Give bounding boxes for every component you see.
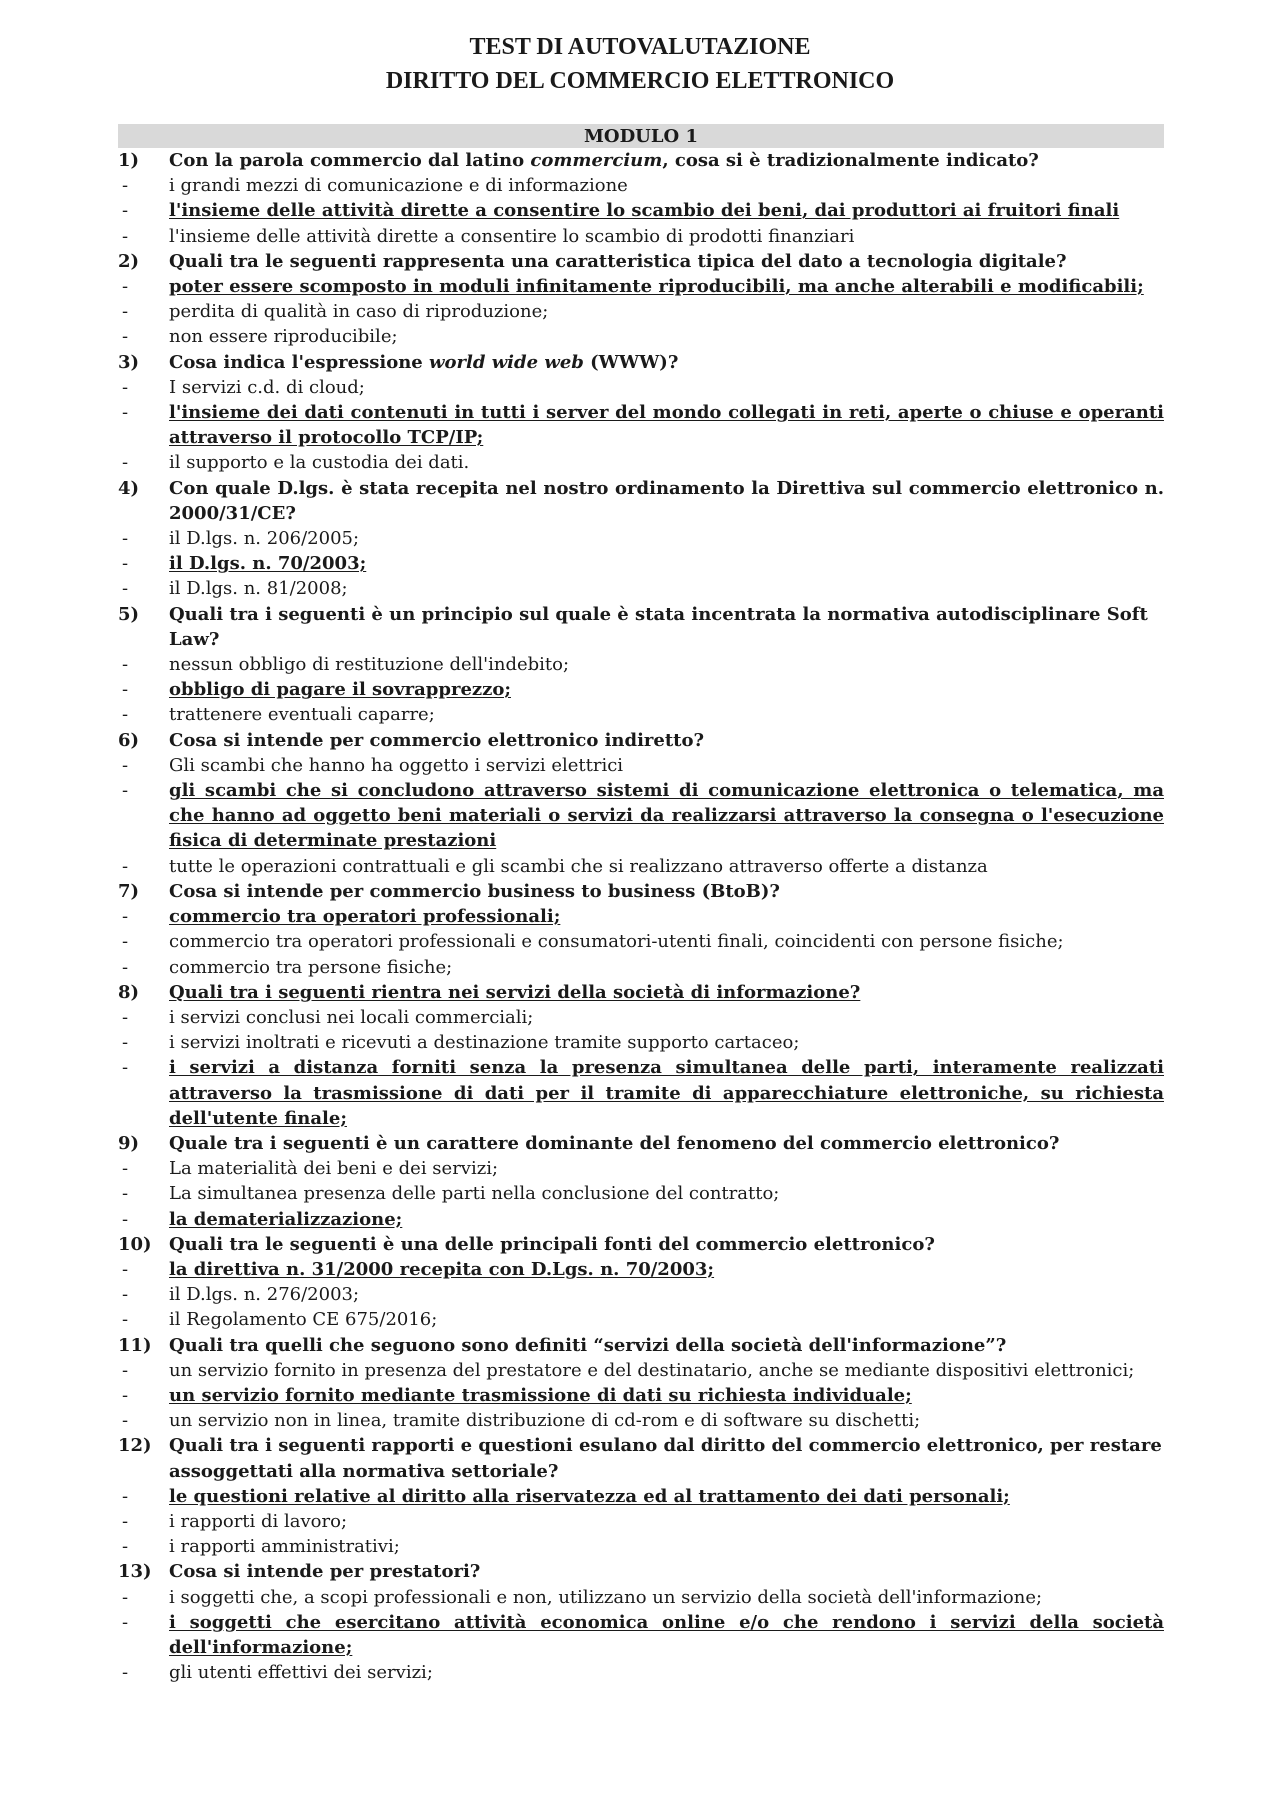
answer-option: - La materialità dei beni e dei servizi;	[118, 1156, 1164, 1181]
option-text: la direttiva n. 31/2000 recepita con D.Lgs. n. 70/2003;	[169, 1258, 715, 1280]
answer-option: - il Regolamento CE 675/2016;	[118, 1307, 1164, 1332]
option-text: i servizi a distanza forniti senza la presenza simultanea delle parti, interamente realizzati attraverso la trasmissione di dati per il tramite di apparecchiature elettroniche, su richiesta dell'utente finale;	[169, 1057, 1164, 1129]
question-3	[118, 350, 1164, 375]
question-text: Quali tra i seguenti rientra nei servizi della società di informazione?	[169, 981, 861, 1003]
answer-option: - i servizi inoltrati e ricevuti a destinazione tramite supporto cartaceo;	[118, 1030, 1164, 1055]
answer-option: - un servizio non in linea, tramite distribuzione di cd-rom e di software su dischetti;	[118, 1408, 1164, 1433]
answer-option-correct: - gli scambi che si concludono attraverso sistemi di comunicazione elettronica o telematica, ma che hanno ad oggetto beni materiali o servizi da realizzarsi attraverso la consegna o l'esecuzione fisica di determinate prestazioni	[118, 778, 1164, 854]
option-text: il D.lgs. n. 81/2008;	[169, 578, 348, 600]
question-text: Quali tra i seguenti rapporti e questioni esulano dal diritto del commercio elettronico, per restare assoggettati alla normativa settoriale?	[169, 1435, 1162, 1482]
option-text: trattenere eventuali caparre;	[169, 704, 435, 726]
question-number: 11)	[118, 1334, 152, 1356]
option-text: i soggetti che esercitano attività economica online e/o che rendono i servizi della società dell'informazione;	[169, 1611, 1164, 1658]
option-text: i rapporti di lavoro;	[169, 1510, 348, 1532]
option-text: commercio tra persone fisiche;	[169, 956, 453, 978]
answer-option: - il D.lgs. n. 206/2005;	[118, 526, 1164, 551]
option-text: l'insieme dei dati contenuti in tutti i server del mondo collegati in reti, aperte o chiuse e operanti attraverso il protocollo TCP/IP;	[169, 402, 1164, 449]
option-text: il supporto e la custodia dei dati.	[169, 452, 470, 474]
question-number: 4)	[118, 477, 140, 499]
question-text: Quale tra i seguenti è un carattere dominante del fenomeno del commercio elettronico?	[169, 1132, 1060, 1154]
answer-option: - commercio tra persone fisiche;	[118, 955, 1164, 980]
answer-option: - nessun obbligo di restituzione dell'indebito;	[118, 652, 1164, 677]
option-text: i grandi mezzi di comunicazione e di informazione	[169, 175, 628, 197]
question-number: 2)	[118, 250, 140, 272]
answer-option: - un servizio fornito in presenza del prestatore e del destinatario, anche se mediante dispositivi elettronici;	[118, 1358, 1164, 1383]
document-subtitle: DIRITTO DEL COMMERCIO ELETTRONICO	[385, 68, 895, 94]
answer-option-correct: - l'insieme delle attività dirette a consentire lo scambio dei beni, dai produttori ai fruitori finali	[118, 198, 1164, 223]
option-text: commercio tra operatori professionali e consumatori-utenti finali, coincidenti con persone fisiche;	[169, 931, 1064, 953]
option-text: un servizio non in linea, tramite distribuzione di cd-rom e di software su dischetti;	[169, 1410, 921, 1432]
answer-option-correct: - l'insieme dei dati contenuti in tutti i server del mondo collegati in reti, aperte o chiuse e operanti attraverso il protocollo TCP/IP;	[118, 400, 1164, 450]
option-text: nessun obbligo di restituzione dell'indebito;	[169, 654, 570, 676]
question-12	[118, 1433, 1164, 1483]
option-text: i rapporti amministrativi;	[169, 1536, 400, 1558]
document-title: TEST DI AUTOVALUTAZIONE	[469, 34, 811, 60]
answer-option: - l'insieme delle attività dirette a consentire lo scambio di prodotti finanziari	[118, 224, 1164, 249]
option-text: il Regolamento CE 675/2016;	[169, 1309, 438, 1331]
answer-option-correct: - il D.lgs. n. 70/2003;	[118, 551, 1164, 576]
module-heading: MODULO 1	[118, 124, 1164, 148]
option-text: perdita di qualità in caso di riproduzione;	[169, 301, 549, 323]
question-6	[118, 728, 1164, 753]
option-text: i servizi inoltrati e ricevuti a destinazione tramite supporto cartaceo;	[169, 1032, 800, 1054]
option-text: I servizi c.d. di cloud;	[169, 376, 365, 398]
answer-option-correct: - obbligo di pagare il sovrapprezzo;	[118, 677, 1164, 702]
answer-option: - gli utenti effettivi dei servizi;	[118, 1660, 1164, 1685]
question-text: Quali tra i seguenti è un principio sul quale è stata incentrata la normativa autodisciplinare Soft Law?	[169, 603, 1148, 650]
question-8	[118, 980, 1164, 1005]
question-number: 3)	[118, 351, 140, 373]
question-number: 5)	[118, 603, 140, 625]
option-text: La materialità dei beni e dei servizi;	[169, 1158, 499, 1180]
answer-option: - il supporto e la custodia dei dati.	[118, 450, 1164, 475]
option-text: i soggetti che, a scopi professionali e non, utilizzano un servizio della società dell'informazione;	[169, 1586, 1043, 1608]
question-text: Cosa si intende per commercio business to business (BtoB)?	[169, 880, 780, 902]
option-text: la dematerializzazione;	[169, 1208, 403, 1230]
answer-option: - trattenere eventuali caparre;	[118, 702, 1164, 727]
option-text: tutte le operazioni contrattuali e gli scambi che si realizzano attraverso offerte a distanza	[169, 855, 988, 877]
answer-option: - il D.lgs. n. 276/2003;	[118, 1282, 1164, 1307]
option-text: gli scambi che si concludono attraverso sistemi di comunicazione elettronica o telematica, ma che hanno ad oggetto beni materiali o servizi da realizzarsi attraverso la consegna o l'esecuzione fisica di determinate prestazioni	[169, 780, 1164, 852]
option-text: l'insieme delle attività dirette a consentire lo scambio dei beni, dai produttori ai fruitori finali	[169, 200, 1120, 222]
question-text: Cosa si intende per prestatori?	[169, 1561, 481, 1583]
question-text: Quali tra le seguenti è una delle principali fonti del commercio elettronico?	[169, 1233, 935, 1255]
answer-option: - Gli scambi che hanno ha oggetto i servizi elettrici	[118, 753, 1164, 778]
question-5	[118, 602, 1164, 652]
answer-option: - i rapporti amministrativi;	[118, 1534, 1164, 1559]
document-header	[0, 30, 1280, 98]
answer-option-correct: - i servizi a distanza forniti senza la presenza simultanea delle parti, interamente realizzati attraverso la trasmissione di dati per il tramite di apparecchiature elettroniche, su richiesta dell'utente finale;	[118, 1055, 1164, 1131]
answer-option: - i soggetti che, a scopi professionali e non, utilizzano un servizio della società dell'informazione;	[118, 1585, 1164, 1610]
question-number: 1)	[118, 150, 140, 171]
answer-option: - tutte le operazioni contrattuali e gli scambi che si realizzano attraverso offerte a distanza	[118, 854, 1164, 879]
www-term: world wide web	[429, 351, 584, 373]
answer-option: - non essere riproducibile;	[118, 324, 1164, 349]
answer-option-correct: - poter essere scomposto in moduli infinitamente riproducibili, ma anche alterabili e modificabili;	[118, 274, 1164, 299]
answer-option-correct: - la direttiva n. 31/2000 recepita con D.Lgs. n. 70/2003;	[118, 1257, 1164, 1282]
option-text: i servizi conclusi nei locali commerciali;	[169, 1006, 534, 1028]
question-number: 6)	[118, 729, 140, 751]
answer-option-correct: - le questioni relative al diritto alla riservatezza ed al trattamento dei dati personali;	[118, 1484, 1164, 1509]
latin-term: commercium	[530, 150, 663, 171]
question-2	[118, 249, 1164, 274]
answer-option-correct: - commercio tra operatori professionali;	[118, 904, 1164, 929]
answer-option: - La simultanea presenza delle parti nella conclusione del contratto;	[118, 1181, 1164, 1206]
option-text: gli utenti effettivi dei servizi;	[169, 1662, 433, 1684]
question-text: Cosa si intende per commercio elettronico indiretto?	[169, 729, 705, 751]
answer-option-correct: - la dematerializzazione;	[118, 1207, 1164, 1232]
question-number: 13)	[118, 1561, 152, 1583]
question-number: 9)	[118, 1132, 140, 1154]
question-13	[118, 1559, 1164, 1584]
option-text: il D.lgs. n. 206/2005;	[169, 528, 360, 550]
question-4	[118, 476, 1164, 526]
question-number: 8)	[118, 981, 140, 1003]
question-1	[118, 148, 1164, 173]
answer-option: - commercio tra operatori professionali e consumatori-utenti finali, coincidenti con persone fisiche;	[118, 929, 1164, 954]
option-text: un servizio fornito mediante trasmissione di dati su richiesta individuale;	[169, 1384, 912, 1406]
question-10	[118, 1232, 1164, 1257]
question-text: Quali tra quelli che seguono sono definiti “servizi della società dell'informazione”?	[169, 1334, 1007, 1356]
option-text: un servizio fornito in presenza del prestatore e del destinatario, anche se mediante dispositivi elettronici;	[169, 1359, 1135, 1381]
option-text: obbligo di pagare il sovrapprezzo;	[169, 679, 511, 701]
option-text: commercio tra operatori professionali;	[169, 906, 561, 928]
question-number: 12)	[118, 1435, 152, 1457]
answer-option: - i servizi conclusi nei locali commerciali;	[118, 1005, 1164, 1030]
answer-option: - i grandi mezzi di comunicazione e di informazione	[118, 173, 1164, 198]
question-text: Quali tra le seguenti rappresenta una caratteristica tipica del dato a tecnologia digitale?	[169, 250, 1067, 272]
option-text: La simultanea presenza delle parti nella conclusione del contratto;	[169, 1183, 780, 1205]
option-text: il D.lgs. n. 276/2003;	[169, 1284, 360, 1306]
question-number: 7)	[118, 880, 140, 902]
answer-option: - perdita di qualità in caso di riproduzione;	[118, 299, 1164, 324]
question-text: Cosa indica l'espressione world wide web (WWW)?	[169, 351, 679, 373]
option-text: poter essere scomposto in moduli infinitamente riproducibili, ma anche alterabili e modificabili;	[169, 276, 1144, 298]
question-11	[118, 1333, 1164, 1358]
question-9	[118, 1131, 1164, 1156]
question-7	[118, 879, 1164, 904]
question-text: Con la parola commercio dal latino commercium, cosa si è tradizionalmente indicato?	[169, 150, 1039, 171]
option-text: il D.lgs. n. 70/2003;	[169, 553, 367, 575]
answer-option-correct: - un servizio fornito mediante trasmissione di dati su richiesta individuale;	[118, 1383, 1164, 1408]
question-list	[118, 124, 1164, 1685]
question-number: 10)	[118, 1233, 152, 1255]
answer-option: - il D.lgs. n. 81/2008;	[118, 576, 1164, 601]
answer-option: - I servizi c.d. di cloud;	[118, 375, 1164, 400]
option-text: le questioni relative al diritto alla riservatezza ed al trattamento dei dati personali;	[169, 1485, 1010, 1507]
answer-option: - i rapporti di lavoro;	[118, 1509, 1164, 1534]
answer-option-correct: - i soggetti che esercitano attività economica online e/o che rendono i servizi della società dell'informazione;	[118, 1610, 1164, 1660]
question-text: Con quale D.lgs. è stata recepita nel nostro ordinamento la Direttiva sul commercio elettronico n. 2000/31/CE?	[169, 477, 1164, 524]
option-text: non essere riproducibile;	[169, 326, 398, 348]
option-text: Gli scambi che hanno ha oggetto i servizi elettrici	[169, 754, 624, 776]
option-text: l'insieme delle attività dirette a consentire lo scambio di prodotti finanziari	[169, 225, 855, 247]
